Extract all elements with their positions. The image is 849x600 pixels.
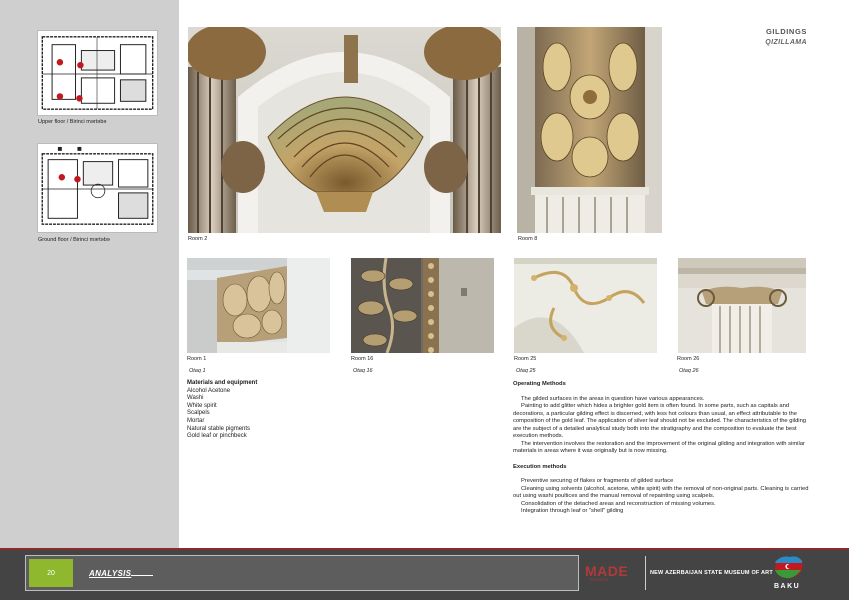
materials-heading: Materials and equipment [187, 380, 258, 386]
shell-niche-image [188, 27, 501, 233]
execution-paragraph: Consolidation of the detached areas and reconstruction of missing volumes. [521, 500, 716, 507]
operating-paragraph: The intervention involves the restoration and the improvement of the original gilding and integration with similar materials in areas where it was originally but is now missing. [513, 440, 805, 454]
execution-paragraph: Cleaning using solvents (alcohol, acetone, white spirit) with the removal of non-original parts. Cleaning is carried out using washi poultices and the manual removal of repainting using scalpels. [513, 485, 809, 499]
page-subtitle: QIZILLAMA [765, 39, 807, 46]
materials-item: Alcohol Acetone [187, 387, 231, 394]
operating-paragraph: Painting to add glitter which hides a brighter gold item is often found. In some parts, such as capitals and decorations, a particular gilding effect is discerned, with less hot colours than usual, an effect attributable to the composition of the gold leaf. The application of silver leaf should not be excluded. The characteristics of the gilding are the subject of a detailed analytical study both into the stratigraphy and the composition to evaluate the best execution methods. [513, 403, 807, 439]
materials-item: Mortar [187, 417, 205, 424]
azerbaijan-map-icon [772, 553, 805, 581]
footer-section-box [25, 555, 579, 591]
ionic-capital-image [678, 258, 806, 353]
caption-room-8: Room 8 [518, 236, 538, 242]
photo-room-16 [351, 258, 494, 353]
brand-logo: MADE [585, 563, 629, 579]
methods-section [513, 381, 809, 516]
caption-room-25: Room 25 [514, 356, 537, 362]
caption-otaq-1: Otaq 1 [189, 368, 206, 374]
caption-room-1: Room 1 [187, 356, 207, 362]
photo-room-1 [187, 258, 330, 353]
ground-floor-plan [37, 143, 158, 233]
caption-otaq-25: Otaq 25 [516, 368, 536, 374]
city-name: BAKU [774, 583, 801, 590]
caption-room-16: Room 16 [351, 356, 374, 362]
materials-item: White spirit [187, 402, 217, 409]
upper-floor-plan-drawing [38, 31, 157, 115]
operating-heading: Operating Methods [513, 381, 566, 387]
upper-floor-plan [37, 30, 158, 116]
execution-heading: Execution methods [513, 463, 567, 470]
caption-room-2: Room 2 [188, 236, 208, 242]
corinthian-capital-image [187, 258, 330, 353]
brand-tagline: PROGETTI [590, 578, 608, 582]
page-title: GILDINGS [765, 27, 807, 36]
caption-room-26: Room 26 [677, 356, 700, 362]
caption-otaq-16: Otaq 16 [353, 368, 373, 374]
photo-room-2 [188, 27, 501, 233]
materials-item: Washi [187, 395, 204, 402]
museum-name: NEW AZERBAIJAN STATE MUSEUM OF ART [650, 570, 773, 576]
ground-floor-caption: Ground floor / Birinci mərtəbə [38, 237, 110, 243]
photo-room-26 [678, 258, 806, 353]
photo-room-25 [514, 258, 657, 353]
materials-item: Gold leaf or pinchbeck [187, 433, 247, 440]
photo-room-8 [517, 27, 662, 233]
operating-paragraph: The gilded surfaces in the areas in question have various appearances. [521, 395, 705, 402]
section-label: ANALYSIS [89, 569, 153, 578]
gilded-capital-image [517, 27, 662, 233]
materials-section [187, 380, 327, 441]
gilded-scroll-image [514, 258, 657, 353]
sidebar [0, 0, 179, 548]
ground-floor-plan-drawing [38, 144, 157, 232]
caption-otaq-26: Otaq 26 [679, 368, 699, 374]
upper-floor-caption: Upper floor / Birinci mərtəbə [38, 119, 107, 125]
page-number: 20 [29, 559, 73, 587]
execution-paragraph: Preventive securing of flakes or fragments of gilded surface [521, 478, 674, 484]
footer-divider [645, 556, 646, 590]
footer [0, 548, 849, 600]
gilded-foliage-image [351, 258, 494, 353]
materials-item: Natural stable pigments [187, 425, 251, 432]
materials-item: Scalpels [187, 410, 210, 417]
execution-paragraph: Integration through leaf or "shell" gilding [521, 508, 624, 514]
